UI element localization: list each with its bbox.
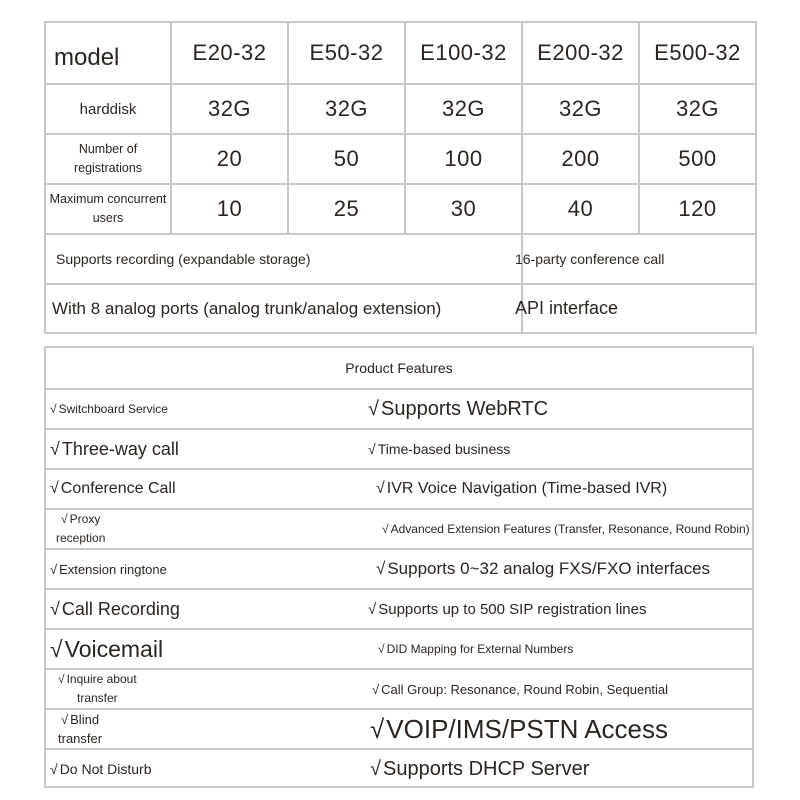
- feature-right: [368, 430, 510, 468]
- concurrent-value: 10: [171, 184, 288, 234]
- registrations-label-line1: Number of: [78, 142, 138, 156]
- feature-text: Conference Call: [60, 480, 176, 497]
- check-icon: √: [372, 681, 380, 697]
- feature-left: [50, 750, 152, 788]
- concurrent-label-line1: Maximum concurrent: [49, 192, 167, 206]
- feature-text: Blind: [70, 712, 100, 727]
- check-icon: √: [378, 642, 385, 656]
- api-note: [515, 284, 756, 333]
- check-icon: √: [50, 635, 63, 662]
- api-note-text: API interface: [515, 298, 619, 318]
- model-label: model: [45, 22, 171, 84]
- feature-row: [46, 710, 752, 750]
- product-features-panel: [44, 346, 754, 788]
- harddisk-value: 32G: [522, 84, 639, 134]
- feature-left: [50, 590, 180, 628]
- feature-right: [372, 670, 668, 708]
- harddisk-value: 32G: [405, 84, 522, 134]
- feature-right: [370, 710, 668, 748]
- feature-row: [46, 390, 752, 430]
- check-icon: √: [50, 438, 60, 459]
- registrations-value: 50: [288, 134, 405, 184]
- feature-text-two-line: [58, 670, 137, 708]
- conference-note-text: 16-party conference call: [515, 251, 665, 267]
- recording-note: Supports recording (expandable storage): [45, 234, 522, 284]
- feature-text: Time-based business: [377, 441, 511, 457]
- check-icon: √: [370, 757, 381, 780]
- feature-text: Do Not Disturb: [59, 761, 152, 777]
- check-icon: √: [61, 712, 69, 727]
- analog-note: With 8 analog ports (analog trunk/analog extension): [45, 284, 522, 333]
- check-icon: √: [50, 598, 60, 619]
- model-e100: E100-32: [405, 22, 522, 84]
- feature-text: Voicemail: [64, 635, 164, 662]
- registrations-row: [45, 134, 756, 184]
- feature-row: [46, 430, 752, 470]
- model-e20: E20-32: [171, 22, 288, 84]
- feature-left: [50, 430, 179, 468]
- model-e200: E200-32: [522, 22, 639, 84]
- feature-text: IVR Voice Navigation (Time-based IVR): [386, 480, 668, 497]
- feature-left: [50, 470, 176, 508]
- spec-table: [44, 21, 757, 334]
- concurrent-value: 30: [405, 184, 522, 234]
- registrations-value: 500: [639, 134, 756, 184]
- registrations-label: [45, 134, 171, 184]
- concurrent-value: 120: [639, 184, 756, 234]
- registrations-label-line2: registrations: [73, 161, 143, 175]
- features-title: Product Features: [46, 348, 752, 390]
- registrations-value: 200: [522, 134, 639, 184]
- harddisk-value: 32G: [171, 84, 288, 134]
- feature-left: [58, 710, 102, 748]
- feature-right: [368, 390, 548, 428]
- feature-text: Switchboard Service: [58, 402, 168, 416]
- check-icon: √: [50, 402, 57, 416]
- feature-right: [370, 750, 589, 788]
- check-icon: √: [376, 480, 385, 497]
- feature-text-two-line: [56, 510, 105, 548]
- check-icon: √: [61, 512, 68, 526]
- harddisk-row: [45, 84, 756, 134]
- feature-row: [46, 750, 752, 790]
- feature-text: Advanced Extension Features (Transfer, Resonance, Round Robin): [390, 522, 750, 536]
- feature-right: [376, 470, 667, 508]
- feature-left: [58, 670, 137, 708]
- harddisk-value: 32G: [639, 84, 756, 134]
- feature-text: Proxy: [69, 512, 101, 526]
- feature-text: Extension ringtone: [59, 561, 167, 577]
- feature-text: transfer: [58, 731, 103, 746]
- recording-row: [45, 234, 756, 284]
- check-icon: √: [376, 559, 386, 578]
- check-icon: √: [382, 522, 389, 536]
- feature-text: Call Recording: [61, 598, 180, 619]
- feature-right: [378, 630, 573, 668]
- harddisk-value: 32G: [288, 84, 405, 134]
- model-row: [45, 22, 756, 84]
- feature-row: [46, 630, 752, 670]
- concurrent-value: 25: [288, 184, 405, 234]
- feature-right: [382, 510, 750, 548]
- concurrent-value: 40: [522, 184, 639, 234]
- feature-text: Supports WebRTC: [380, 397, 549, 420]
- feature-row: [46, 590, 752, 630]
- feature-text: Inquire about: [66, 672, 137, 686]
- check-icon: √: [368, 441, 376, 457]
- harddisk-label: harddisk: [45, 84, 171, 134]
- feature-text: DID Mapping for External Numbers: [386, 642, 574, 656]
- feature-left: [56, 510, 105, 548]
- feature-row: [46, 510, 752, 550]
- feature-text: VOIP/IMS/PSTN Access: [386, 713, 669, 744]
- feature-right: [376, 550, 710, 588]
- concurrent-row: [45, 184, 756, 234]
- feature-row: [46, 550, 752, 590]
- feature-text: Supports DHCP Server: [382, 757, 590, 780]
- check-icon: √: [368, 600, 377, 618]
- feature-row: [46, 670, 752, 710]
- feature-left: [50, 390, 168, 428]
- feature-right: [368, 590, 646, 628]
- conference-note: [515, 234, 756, 284]
- feature-text: Call Group: Resonance, Round Robin, Sequential: [381, 681, 669, 697]
- feature-text: Supports 0~32 analog FXS/FXO interfaces: [387, 559, 711, 578]
- feature-text: reception: [56, 531, 106, 545]
- concurrent-label: [45, 184, 171, 234]
- check-icon: √: [50, 761, 58, 777]
- analog-row: [45, 284, 756, 333]
- check-icon: √: [368, 397, 379, 420]
- registrations-value: 100: [405, 134, 522, 184]
- feature-left: [50, 630, 163, 668]
- feature-text: transfer: [76, 691, 118, 705]
- feature-text: Three-way call: [61, 438, 179, 459]
- check-icon: √: [50, 480, 59, 497]
- feature-text: Supports up to 500 SIP registration lines: [378, 600, 647, 618]
- check-icon: √: [370, 713, 385, 744]
- feature-text-two-line: [58, 710, 102, 748]
- check-icon: √: [50, 561, 58, 577]
- registrations-value: 20: [171, 134, 288, 184]
- model-e50: E50-32: [288, 22, 405, 84]
- check-icon: √: [58, 672, 65, 686]
- feature-row: [46, 470, 752, 510]
- model-e500: E500-32: [639, 22, 756, 84]
- feature-left: [50, 550, 167, 588]
- concurrent-label-line2: users: [92, 211, 124, 225]
